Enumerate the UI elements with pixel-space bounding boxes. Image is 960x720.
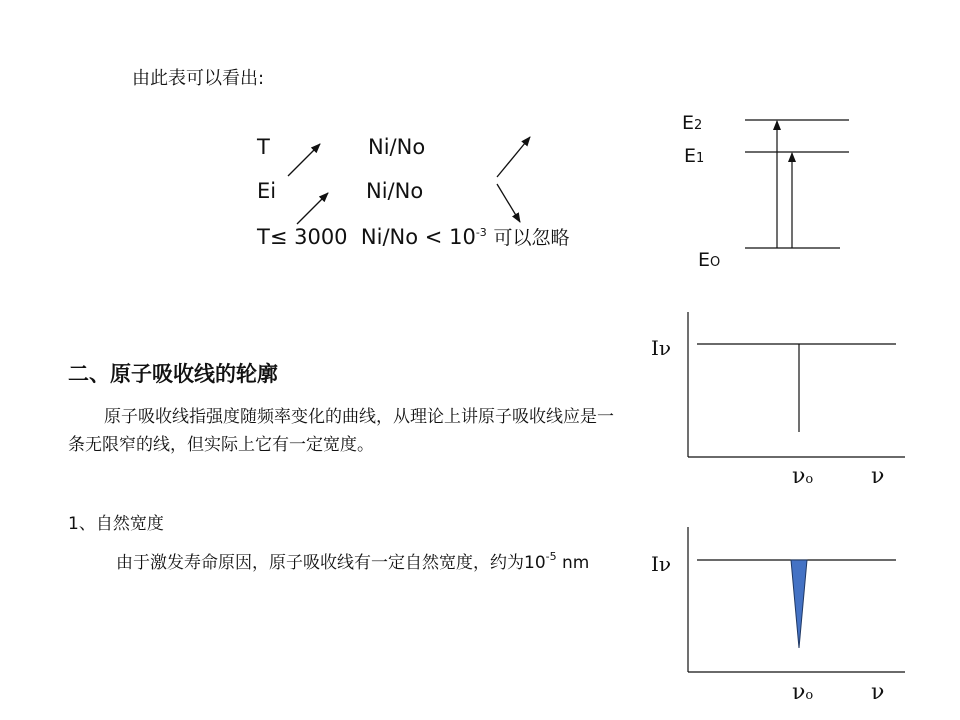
plot2-nu-label: ν [871, 680, 885, 705]
plot2-y-label: Iν [651, 552, 672, 576]
section-paragraph: 原子吸收线指强度随频率变化的曲线，从理论上讲原子吸收线应是一条无限窄的线，但实际上它有一定宽度。 [68, 407, 614, 455]
down-arrow [497, 184, 520, 222]
plot1-y-label: Iν [651, 336, 672, 360]
row3-ratio: Ni/No [360, 225, 419, 249]
section-heading: 二、原子吸收线的轮廓 [68, 362, 278, 386]
e1-label: E1 [684, 145, 705, 167]
intro-text: 由此表可以看出: [132, 68, 265, 89]
row3-base: 10 [449, 225, 476, 249]
row3-cond: T≤ 3000 [257, 225, 348, 249]
row3-note: 可以忽略 [493, 227, 570, 249]
row1-left: T [257, 135, 270, 159]
plot2-nu0-label: νo [792, 680, 814, 705]
row2-right: Ni/No [366, 179, 424, 203]
plot1-nu-label: ν [871, 464, 885, 489]
row3-exp: -3 [475, 226, 487, 239]
e0-label: EO [698, 249, 721, 271]
natural-width-paragraph: 由于激发寿命原因，原子吸收线有一定自然宽度，约为$10^{-5}$ nm [116, 550, 590, 573]
e2-label: E2 [682, 112, 703, 134]
plot1-nu0-label: νo [792, 464, 814, 489]
row2-left: Ei [257, 179, 277, 203]
up-arrow-1 [288, 144, 320, 176]
plot2-absorption-peak [791, 560, 807, 648]
up-arrow-3 [497, 137, 530, 177]
up-arrow-2 [297, 193, 328, 224]
row1-right: Ni/No [368, 135, 426, 159]
sub-heading: 1、自然宽度 [68, 514, 164, 534]
row3-op: < [424, 225, 443, 249]
